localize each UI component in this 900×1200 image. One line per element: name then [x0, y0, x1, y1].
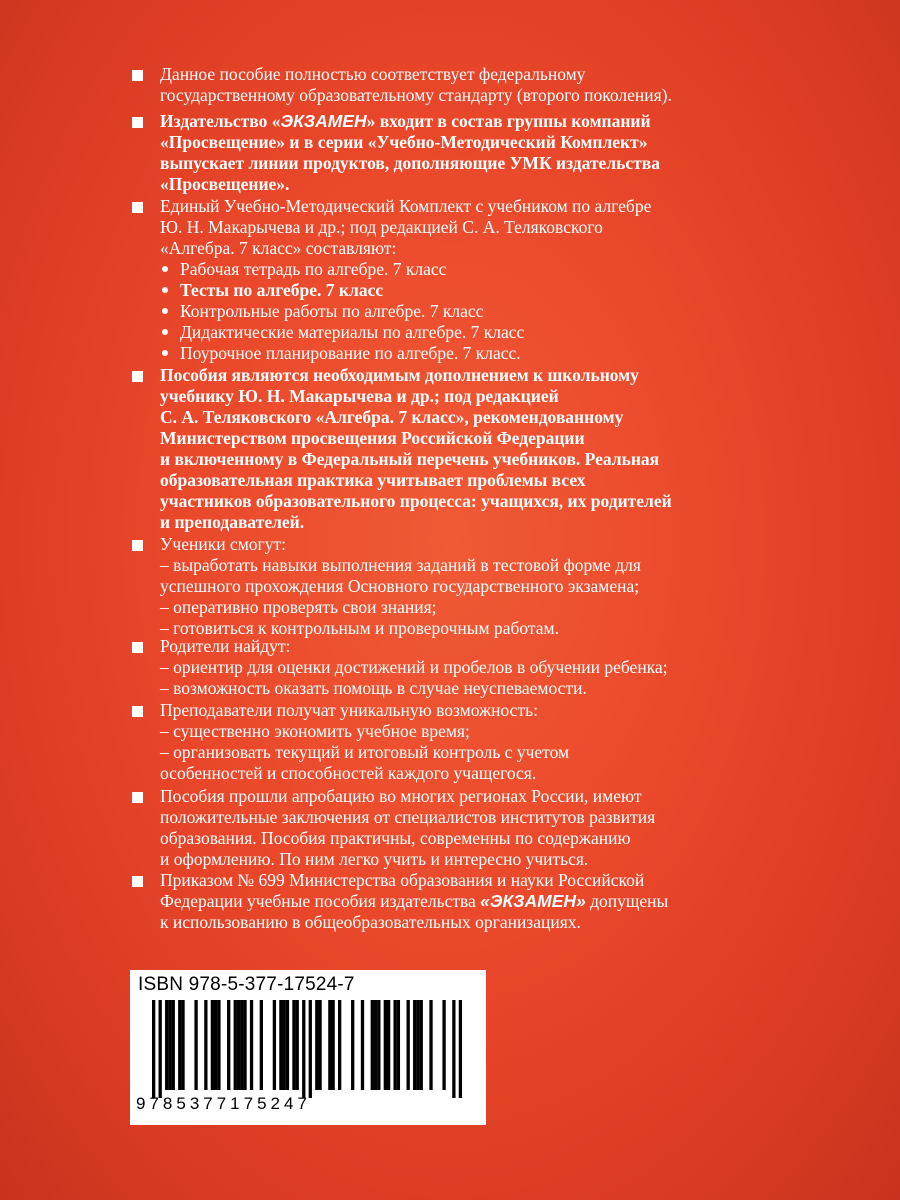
barcode-bar	[420, 1000, 423, 1090]
text-line: особенностей и способностей каждого учащегося.	[160, 763, 537, 783]
barcode-bar	[279, 1000, 282, 1090]
text-line: к использованию в общеобразовательных организациях.	[160, 912, 581, 932]
square-bullet-icon	[132, 642, 143, 653]
barcode-bar	[413, 1000, 416, 1090]
barcode-bar	[250, 1000, 253, 1090]
barcode-bar	[194, 1000, 197, 1090]
barcode-bar	[442, 1000, 445, 1090]
barcode-bar	[374, 1000, 377, 1090]
barcode-bar	[283, 1000, 286, 1090]
barcode-bar	[393, 1000, 396, 1090]
publisher-brand: ЭКЗАМЕН	[280, 111, 367, 131]
text-line: Пособия прошли апробацию во многих регионах России, имеют	[160, 786, 642, 806]
barcode-bar	[452, 1000, 455, 1098]
barcode-bar	[429, 1000, 432, 1090]
barcode-bar	[371, 1000, 374, 1090]
barcode-bar	[165, 1000, 168, 1090]
square-bullet-icon	[132, 792, 143, 803]
text-line: и включенному в Федеральный перечень учебников. Реальная	[160, 449, 660, 469]
text-line: «Алгебра. 7 класс» составляют:	[160, 238, 397, 258]
barcode-bar	[397, 1000, 400, 1090]
text-line: – оперативно проверять свои знания;	[160, 597, 437, 617]
round-bullet-icon	[162, 266, 168, 272]
text-line: Ю. Н. Макарычева и др.; под редакцией С. А. Теляковского	[160, 217, 603, 237]
list-item: Дидактические материалы по алгебре. 7 класс	[180, 322, 525, 342]
barcode-bar	[384, 1000, 387, 1090]
list-item: Поурочное планирование по алгебре. 7 класс.	[180, 343, 521, 363]
round-bullet-icon	[162, 350, 168, 356]
barcode-bar	[292, 1000, 295, 1090]
text-line: «Просвещение» и в серии «Учебно-Методический Комплект»	[160, 132, 648, 152]
isbn-barcode	[130, 970, 486, 1125]
barcode-bar	[331, 1000, 334, 1090]
list-item: Контрольные работы по алгебре. 7 класс	[180, 301, 484, 321]
square-bullet-icon	[132, 371, 143, 382]
barcode-bar	[273, 1000, 276, 1090]
barcode-bar	[309, 1000, 312, 1098]
square-bullet-icon	[132, 540, 143, 551]
square-bullet-icon	[132, 706, 143, 717]
barcode-bar	[204, 1000, 207, 1090]
text-line: – готовиться к контрольным и проверочным работам.	[160, 618, 559, 638]
text-line: участников образовательного процесса: учащихся, их родителей	[160, 491, 672, 511]
barcode-bar	[296, 1000, 299, 1090]
text-line: Данное пособие полностью соответствует федеральному	[160, 64, 586, 84]
barcode-bar	[286, 1000, 289, 1090]
text-line: – существенно экономить учебное время;	[160, 721, 470, 741]
text-line: образования. Пособия практичны, современны по содержанию	[160, 828, 631, 848]
text-line: С. А. Теляковского «Алгебра. 7 класс», рекомендованному	[160, 407, 624, 427]
square-bullet-icon	[132, 70, 143, 81]
barcode-bar	[302, 1000, 305, 1098]
list-item: Тесты по алгебре. 7 класс	[180, 280, 384, 300]
barcode-bar	[416, 1000, 419, 1090]
barcode-bar	[172, 1000, 175, 1090]
text-line: Ученики смогут:	[160, 534, 286, 554]
barcode-bars	[140, 1000, 474, 1098]
publisher-brand: «ЭКЗАМЕН»	[480, 891, 586, 911]
text-line: Приказом № 699 Министерства образования и науки Российской	[160, 870, 645, 890]
square-bullet-icon	[132, 876, 143, 887]
barcode-bar	[240, 1000, 243, 1090]
text-line: государственному образовательному стандарту (второго поколения).	[160, 85, 672, 105]
text-line: учебнику Ю. Н. Макарычева и др.; под редакцией	[160, 386, 559, 406]
barcode-bar	[338, 1000, 341, 1090]
barcode-bar	[243, 1000, 246, 1090]
text-line: – ориентир для оценки достижений и пробелов в обучении ребенка;	[160, 657, 668, 677]
barcode-bar	[459, 1000, 462, 1098]
text-line: Пособия являются необходимым дополнением к школьному	[160, 365, 639, 385]
barcode-bar	[387, 1000, 390, 1090]
text-line: Министерством просвещения Российской Федерации	[160, 428, 585, 448]
barcode-bar	[318, 1000, 321, 1090]
text-line: – организовать текущий и итоговый контроль с учетом	[160, 742, 570, 762]
text-line: образовательная практика учитывает проблемы всех	[160, 470, 586, 490]
text-line: «Просвещение».	[160, 174, 290, 194]
text-line: Единый Учебно-Методический Комплект с учебником по алгебре	[160, 196, 652, 216]
barcode-bar	[181, 1000, 184, 1090]
square-bullet-icon	[132, 117, 143, 128]
round-bullet-icon	[162, 329, 168, 335]
ean-digits: 9785377175247	[136, 1094, 311, 1113]
barcode-bar	[260, 1000, 263, 1090]
barcode-bar	[407, 1000, 410, 1090]
barcode-bar	[211, 1000, 214, 1090]
text-line: выпускает линии продуктов, дополняющие УМК издательства	[160, 153, 660, 173]
text-line: положительные заключения от специалистов институтов развития	[160, 807, 656, 827]
barcode-bar	[168, 1000, 171, 1090]
round-bullet-icon	[162, 308, 168, 314]
square-bullet-icon	[132, 202, 143, 213]
barcode-bar	[377, 1000, 380, 1090]
text-line: Родители найдут:	[160, 636, 291, 656]
text-line: – возможность оказать помощь в случае неуспеваемости.	[160, 678, 587, 698]
text-line: и оформлению. По ним легко учить и интересно учиться.	[160, 849, 589, 869]
barcode-bar	[217, 1000, 220, 1090]
text-line: – выработать навыки выполнения заданий в тестовой форме для	[160, 555, 641, 575]
text-line: Преподаватели получат уникальную возможность:	[160, 700, 538, 720]
barcode-bar	[315, 1000, 318, 1090]
round-bullet-icon	[162, 287, 168, 293]
text-line: и преподавателей.	[160, 512, 305, 532]
list-item: Рабочая тетрадь по алгебре. 7 класс	[180, 259, 447, 279]
barcode-bar	[234, 1000, 237, 1090]
text-line: Издательство «ЭКЗАМЕН» входит в состав группы компаний	[160, 111, 651, 131]
text-line: Федерации учебные пособия издательства «ЭКЗАМЕН» допущены	[160, 891, 669, 911]
barcode-bar	[351, 1000, 354, 1090]
barcode-bar	[237, 1000, 240, 1090]
isbn-number: ISBN 978-5-377-17524-7	[138, 974, 355, 995]
barcode-bar	[178, 1000, 181, 1090]
barcode-bar	[152, 1000, 155, 1098]
text-line: успешного прохождения Основного государственного экзамена;	[160, 576, 640, 596]
barcode-bar	[159, 1000, 162, 1098]
barcode-bar	[361, 1000, 364, 1090]
barcode-bar	[214, 1000, 217, 1090]
barcode-bar	[227, 1000, 230, 1090]
barcode-bar	[328, 1000, 331, 1090]
